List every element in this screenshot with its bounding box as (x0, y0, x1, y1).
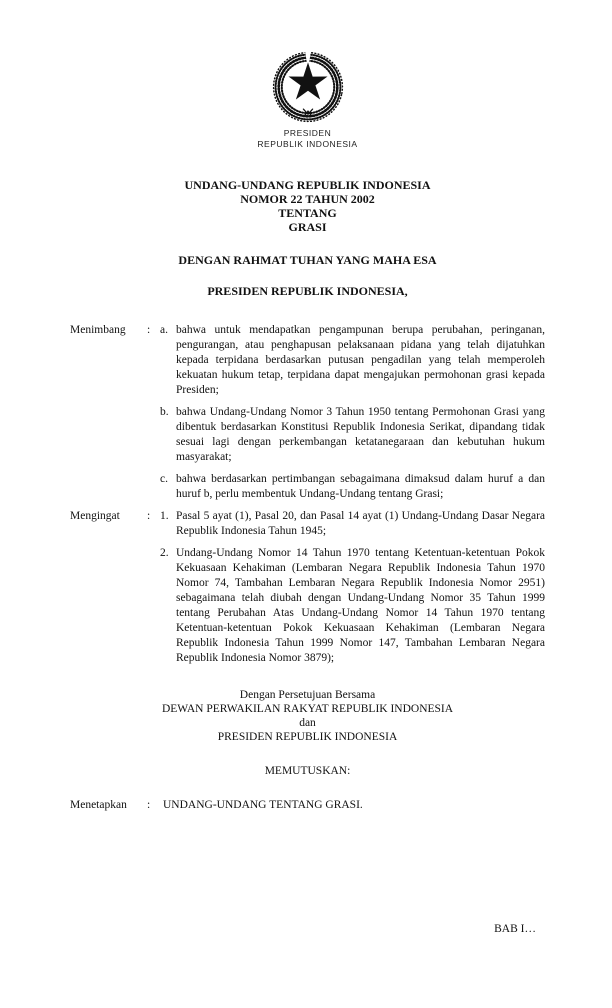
recalling-item-2 (160, 546, 545, 666)
recalling-colon: : (147, 510, 151, 522)
agreement-line3: dan (299, 717, 316, 729)
letterhead (70, 50, 545, 149)
item-marker: c. (160, 473, 168, 485)
page-continuation-marker: BAB I… (494, 923, 536, 935)
considering-items (160, 323, 545, 502)
recalling-section (70, 509, 545, 666)
recalling-items (160, 509, 545, 666)
invocation-line: DENGAN RAHMAT TUHAN YANG MAHA ESA (178, 253, 437, 267)
decision-heading: MEMUTUSKAN: (264, 765, 351, 777)
considering-section (70, 323, 545, 502)
agreement-line4: PRESIDEN REPUBLIK INDONESIA (217, 731, 398, 743)
recalling-label: Mengingat (70, 510, 120, 522)
item-text: bahwa untuk mendapatkan pengampunan berupa perubahan, peringanan, pengurangan, atau penghapusan pelaksanaan pidana yang telah dijatuhkan kepada terpidana berdasarkan putusan pengadilan yang telah memperoleh kekuatan hukum tetap, terpidana dapat mengajukan permohonan grasi kepada Presiden; (176, 324, 545, 396)
considering-item-b (160, 405, 545, 465)
item-text: Undang-Undang Nomor 14 Tahun 1970 tentang Ketentuan-ketentuan Pokok Kekuasaan Kehakiman (Lembaran Negara Republik Indonesia Tahun 1970 Nomor 74, Tambahan Lembaran Negara Republik Indonesia Nomor 2951) sebagaimana telah diubah dengan Undang-Undang Nomor 35 Tahun 1999 tentang Perubahan Atas Undang-Undang Nomor 14 Tahun 1970 tentang Ketentuan-ketentuan Pokok Kekuasaan Kehakiman (Lembaran Negara Republik Indonesia Tahun 1999 Nomor 147, Tambahan Lembaran Negara Republik Indonesia Nomor 3879); (176, 547, 545, 664)
item-marker: 2. (160, 547, 169, 559)
agreement-line2: DEWAN PERWAKILAN RAKYAT REPUBLIK INDONESIA (161, 703, 454, 715)
letterhead-caption (70, 128, 545, 149)
presidential-star-wreath-emblem-icon (271, 50, 345, 124)
joint-agreement-block (70, 688, 545, 744)
law-number-line: NOMOR 22 TAHUN 2002 (240, 192, 375, 206)
enacting-text: UNDANG-UNDANG TENTANG GRASI. (163, 799, 363, 811)
considering-item-a (160, 323, 545, 398)
enacting-label: Menetapkan (70, 799, 127, 811)
item-marker: b. (160, 406, 169, 418)
item-text: bahwa Undang-Undang Nomor 3 Tahun 1950 tentang Permohonan Grasi yang dibentuk berdasarkan Konstitusi Republik Indonesia Serikat, dipandang tidak sesuai lagi dengan perkembangan ketatanegaraan dan kebutuhan hukum masyarakat; (176, 406, 545, 463)
item-text: bahwa berdasarkan pertimbangan sebagaimana dimaksud dalam huruf a dan huruf b, perlu membentuk Undang-Undang tentang Grasi; (176, 473, 545, 500)
agreement-line1: Dengan Persetujuan Bersama (239, 689, 376, 701)
considering-label: Menimbang (70, 324, 126, 336)
law-title-line: UNDANG-UNDANG REPUBLIK INDONESIA (184, 178, 431, 192)
law-subject-line: GRASI (288, 220, 327, 234)
law-title-block (70, 178, 545, 234)
recalling-item-1 (160, 509, 545, 539)
item-text: Pasal 5 ayat (1), Pasal 20, dan Pasal 14 ayat (1) Undang-Undang Dasar Negara Republik Indonesia Tahun 1945; (176, 510, 545, 537)
considering-colon: : (147, 324, 151, 336)
item-marker: 1. (160, 510, 169, 522)
authority-line: PRESIDEN REPUBLIK INDONESIA, (207, 284, 408, 298)
letterhead-caption-line1: PRESIDEN (283, 128, 332, 138)
law-tentang-line: TENTANG (278, 206, 337, 220)
item-marker: a. (160, 324, 168, 336)
enacting-clause (70, 798, 545, 813)
star-icon (288, 62, 327, 99)
letterhead-caption-line2: REPUBLIK INDONESIA (257, 138, 358, 149)
considering-item-c (160, 472, 545, 502)
enacting-colon: : (147, 799, 151, 811)
